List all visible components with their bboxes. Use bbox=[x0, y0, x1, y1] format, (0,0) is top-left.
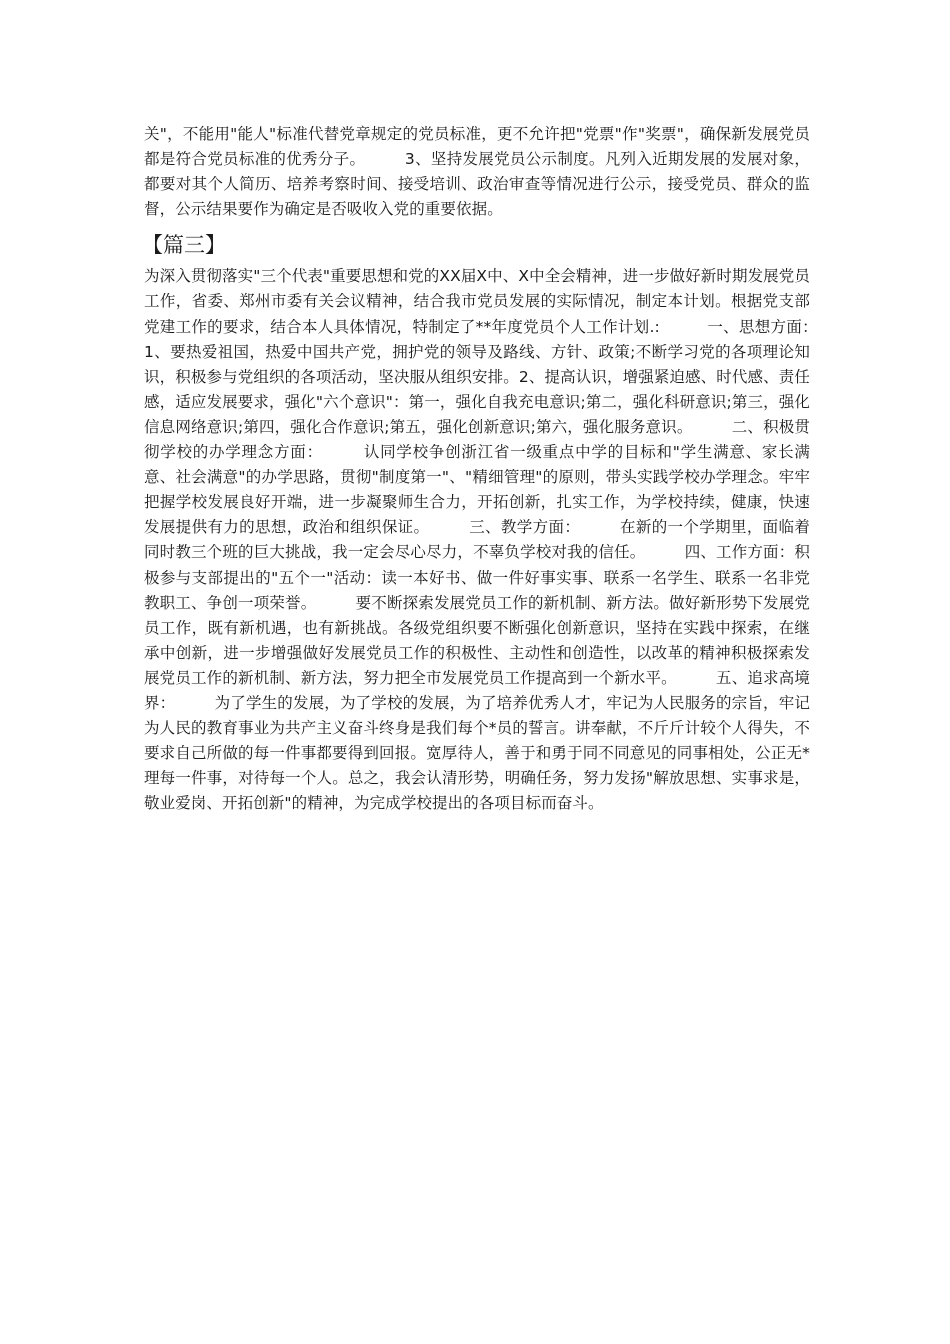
section-heading: 【篇三】 bbox=[142, 233, 226, 258]
intro-paragraph: 关"，不能用"能人"标准代替党章规定的党员标准，更不允许把"党票"作"奖票"，确保新发展党员都是符合党员标准的优秀分子。 3、坚持发展党员公示制度。凡列入近期发展的发展对象，都要对其个人简历、培养考察时间、接受培训、政治审查等情况进行公示，接受党员、群众的监督，公示结果要作为确定是否吸收入党的重要依据。 bbox=[144, 125, 810, 219]
section-body-paragraph: 为深入贯彻落实"三个代表"重要思想和党的XX届X中、X中全会精神，进一步做好新时期发展党员工作，省委、郑州市委有关会议精神，结合我市党员发展的实际情况，制定本计划。根据党支部党建工作的要求，结合本人具体情况，特制定了**年度党员个人工作计划.: 一、思想方面： 1、要热爱祖国，热爱中国共产党，拥护党的领导及路线、方针、政策;不断学习党的各项理论知识，积极参与党组织的各项活动，坚决服从组织安排。2、提高认识，增强紧迫感、时代感、责任感，适应发展要求，强化"六个意识"：第一，强化自我充电意识;第二，强化科研意识;第三，强化信息网络意识;第四，强化合作意识;第五，强化创新意识;第六，强化服务意识。 二、积极贯彻学校的办学理念方面： 认同学校争创浙江省一级重点中学的目标和"学生满意、家长满意、社会满意"的办学思路，贯彻"制度第一"、"精细管理"的原则，带头实践学校办学理念。牢牢把握学校发展良好开端，进一步凝聚师生合力，开拓创新，扎实工作，为学校持续，健康，快速发展提供有力的思想，政治和组织保证。 三、教学方面： 在新的一个学期里，面临着同时教三个班的巨大挑战，我一定会尽心尽力，不辜负学校对我的信任。 四、工作方面：积极参与支部提出的"五个一"活动：读一本好书、做一件好事实事、联系一名学生、联系一名非党教职工、争创一项荣誉。 要不断探索发展党员工作的新机制、新方法。做好新形势下发展党员工作，既有新机遇，也有新挑战。各级党组织要不断强化创新意识，坚持在实践中探索，在继承中创新，进一步增强做好发展党员工作的积极性、主动性和创造性，以改革的精神积极探索发展党员工作的新机制、新方法，努力把全市发展党员工作提高到一个新水平。 五、追求高境界： 为了学生的发展，为了学校的发展，为了培养优秀人才，牢记为人民服务的宗旨，牢记为人民的教育事业为共产主义奋斗终身是我们每个*员的誓言。讲奉献，不斤斤计较个人得失，不要求自己所做的每一件事都要得到回报。宽厚待人，善于和勇于同不同意见的同事相处，公正无*理每一件事，对待每一个人。总之，我会认清形势，明确任务，努力发扬"解放思想、实事求是，敬业爱岗、开拓创新"的精神，为完成学校提出的各项目标而奋斗。 bbox=[144, 267, 857, 813]
document-page bbox=[142, 122, 857, 816]
